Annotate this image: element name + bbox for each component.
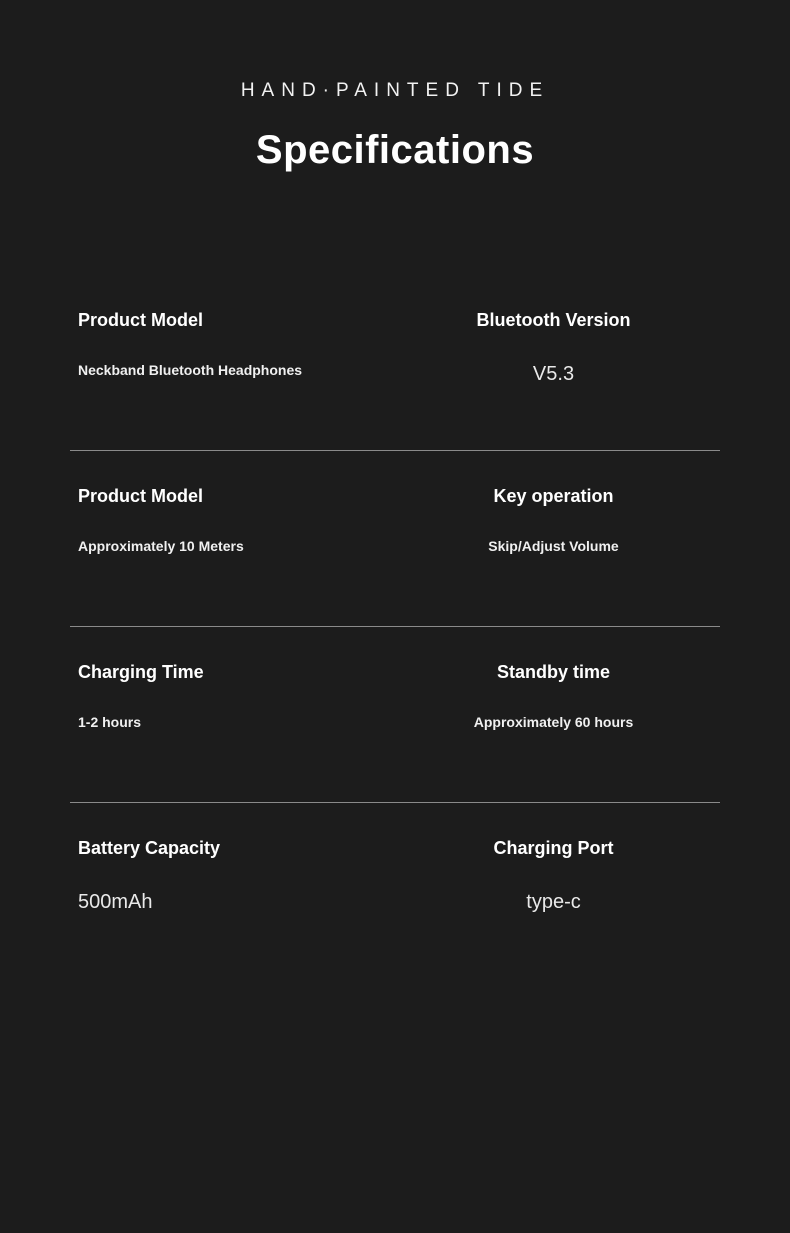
spec-label: Standby time — [496, 662, 611, 682]
spec-cell-right — [395, 838, 720, 917]
spec-value: 500mAh — [78, 890, 153, 913]
spec-value: Skip/Adjust Volume — [488, 537, 619, 554]
spec-value: V5.3 — [532, 362, 575, 385]
brand-eyebrow: HAND·PAINTED TIDE — [240, 80, 550, 101]
spec-label: Charging Port — [493, 838, 614, 858]
spec-cell-right — [395, 662, 720, 732]
specifications-table — [70, 310, 720, 968]
spec-value: 1-2 hours — [78, 713, 142, 730]
spec-label: Product Model — [78, 486, 203, 506]
spec-cell-left — [70, 310, 395, 380]
spec-value: Approximately 10 Meters — [78, 537, 244, 554]
spec-label: Battery Capacity — [78, 838, 221, 858]
spec-label: Charging Time — [78, 662, 204, 682]
spec-cell-left — [70, 662, 395, 732]
spec-row — [70, 310, 720, 450]
spacer — [70, 627, 720, 662]
spec-row — [70, 662, 720, 802]
spec-row — [70, 486, 720, 626]
spec-label: Key operation — [493, 486, 614, 506]
spacer — [70, 803, 720, 838]
spec-label: Product Model — [78, 310, 203, 330]
page-title: Specifications — [255, 128, 535, 172]
spec-cell-left — [70, 838, 395, 917]
spec-value: Neckband Bluetooth Headphones — [78, 361, 303, 378]
spec-cell-left — [70, 486, 395, 556]
spec-row — [70, 838, 720, 968]
spec-value: type-c — [526, 890, 581, 913]
spec-cell-right — [395, 486, 720, 556]
spec-cell-right — [395, 310, 720, 389]
spacer — [70, 451, 720, 486]
spec-label: Bluetooth Version — [476, 310, 631, 330]
spec-value: Approximately 60 hours — [473, 713, 634, 730]
